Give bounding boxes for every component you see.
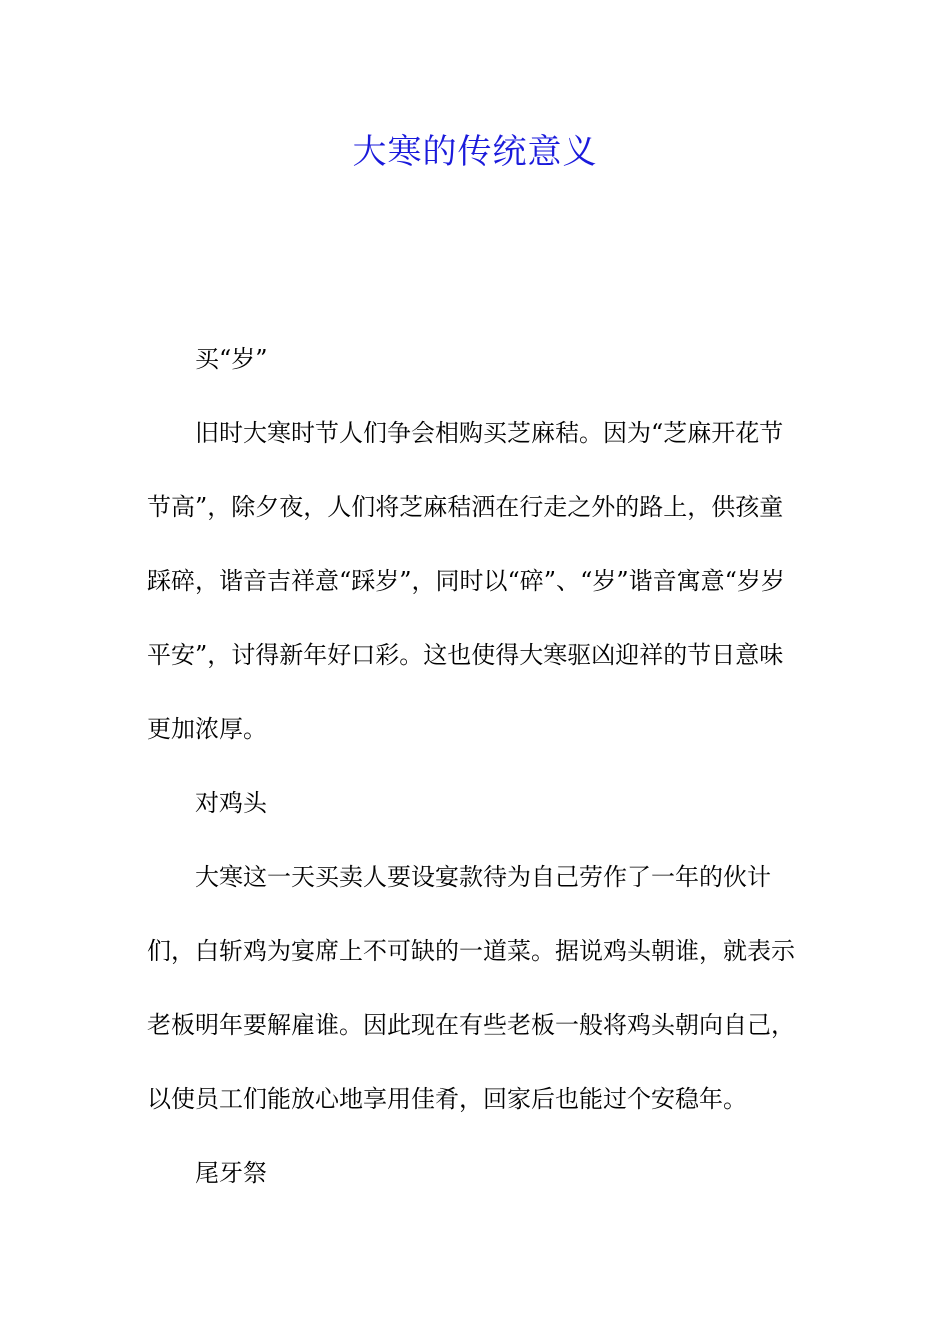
section-paragraph-mai-sui: 旧时大寒时节人们争会相购买芝麻秸。因为“芝麻开花节节高”，除夕夜，人们将芝麻秸洒在行走之外的路上，供孩童踩碎，谐音吉祥意“踩岁”，同时以“碎”、“岁”谐音寓意“岁岁平安”，讨得新年好口彩。这也使得大寒驱凶迎祥的节日意味更加浓厚。 bbox=[147, 419, 785, 743]
section-heading-weiya-ji: 尾牙祭 bbox=[195, 1159, 267, 1187]
document-title: 大寒的传统意义 bbox=[352, 132, 598, 172]
section-paragraph-dui-jitou: 大寒这一天买卖人要设宴款待为自己劳作了一年的伙计们，白斩鸡为宴席上不可缺的一道菜。据说鸡头朝谁，就表示老板明年要解雇谁。因此现在有些老板一般将鸡头朝向自己，以使员工们能放心地享用佳肴，回家后也能过个安稳年。 bbox=[147, 863, 795, 1113]
section-heading-mai-sui: 买“岁” bbox=[195, 345, 268, 373]
section-heading-dui-jitou: 对鸡头 bbox=[195, 789, 267, 817]
